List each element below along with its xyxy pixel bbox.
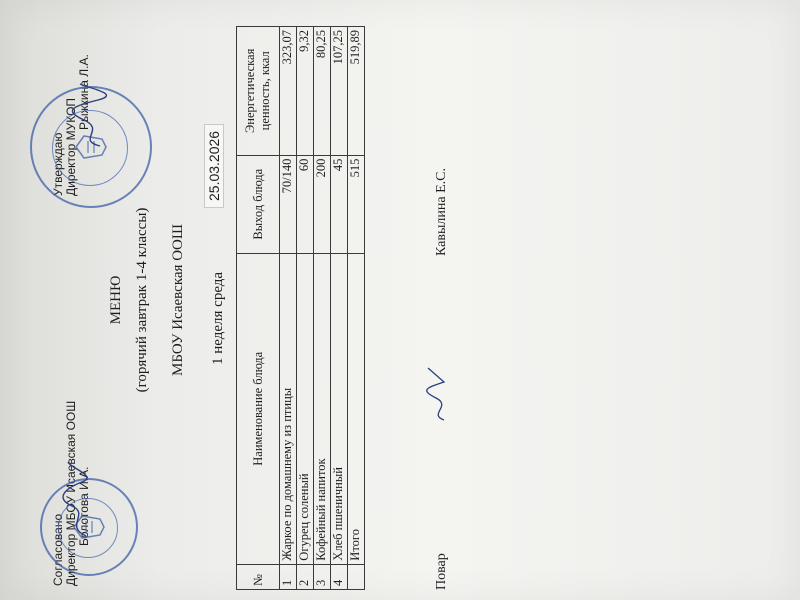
page-title: МЕНЮ bbox=[108, 275, 124, 325]
signature-right bbox=[70, 80, 110, 150]
row-portion: 70/140 bbox=[280, 155, 297, 253]
table-row bbox=[331, 27, 348, 590]
table-row bbox=[297, 27, 314, 590]
approval-right-line2: Директор МУКОП bbox=[64, 97, 78, 196]
date-label: 25.03.2026 bbox=[204, 124, 224, 208]
row-portion: 200 bbox=[314, 155, 331, 253]
row-dish: Огурец соленый bbox=[297, 253, 314, 564]
table-row bbox=[280, 27, 297, 590]
page-subtitle: (горячий завтрак 1-4 классы) bbox=[134, 207, 150, 393]
header-number: № bbox=[237, 564, 280, 589]
row-energy: 80,25 bbox=[314, 27, 331, 156]
row-number: 3 bbox=[314, 564, 331, 589]
school-name: МБОУ Исаевская ООШ bbox=[170, 224, 186, 377]
approval-left-line2: Директор МБОУ Исаевская ООШ bbox=[64, 400, 78, 586]
week-label: 1 неделя среда bbox=[210, 271, 226, 365]
menu-table bbox=[236, 26, 365, 590]
approval-right-line3: Рыжкина Л.А. bbox=[77, 54, 91, 130]
row-dish: Итого bbox=[348, 253, 365, 564]
row-portion: 45 bbox=[331, 155, 348, 253]
row-energy: 519,89 bbox=[348, 27, 365, 156]
row-dish: Хлеб пшеничный bbox=[331, 253, 348, 564]
signature-left bbox=[60, 460, 94, 540]
row-portion: 515 bbox=[348, 155, 365, 253]
row-energy: 107,25 bbox=[331, 27, 348, 156]
header-dish-name: Наименование блюда bbox=[237, 253, 280, 564]
cook-name: Кавылина Е.С. bbox=[434, 168, 449, 256]
row-portion: 60 bbox=[297, 155, 314, 253]
header-portion: Выход блюда bbox=[237, 155, 280, 253]
row-number: 4 bbox=[331, 564, 348, 589]
table-row bbox=[314, 27, 331, 590]
table-total-row bbox=[348, 27, 365, 590]
row-number bbox=[348, 564, 365, 589]
row-energy: 9,32 bbox=[297, 27, 314, 156]
row-dish: Кофейный напиток bbox=[314, 253, 331, 564]
approval-left-line3: Болотова И.А. bbox=[77, 466, 91, 546]
header-energy: Энергетическая ценность, ккал bbox=[237, 27, 280, 156]
approval-right-line1: Утверждаю bbox=[51, 132, 65, 196]
row-dish: Жаркое по домашнему из птицы bbox=[280, 253, 297, 564]
row-number: 1 bbox=[280, 564, 297, 589]
approval-left-line1: Согласовано bbox=[51, 513, 65, 586]
table-header-row bbox=[237, 27, 280, 590]
signature-cook bbox=[422, 364, 456, 424]
row-number: 2 bbox=[297, 564, 314, 589]
row-energy: 323,07 bbox=[280, 27, 297, 156]
cook-label: Повар bbox=[434, 553, 449, 590]
